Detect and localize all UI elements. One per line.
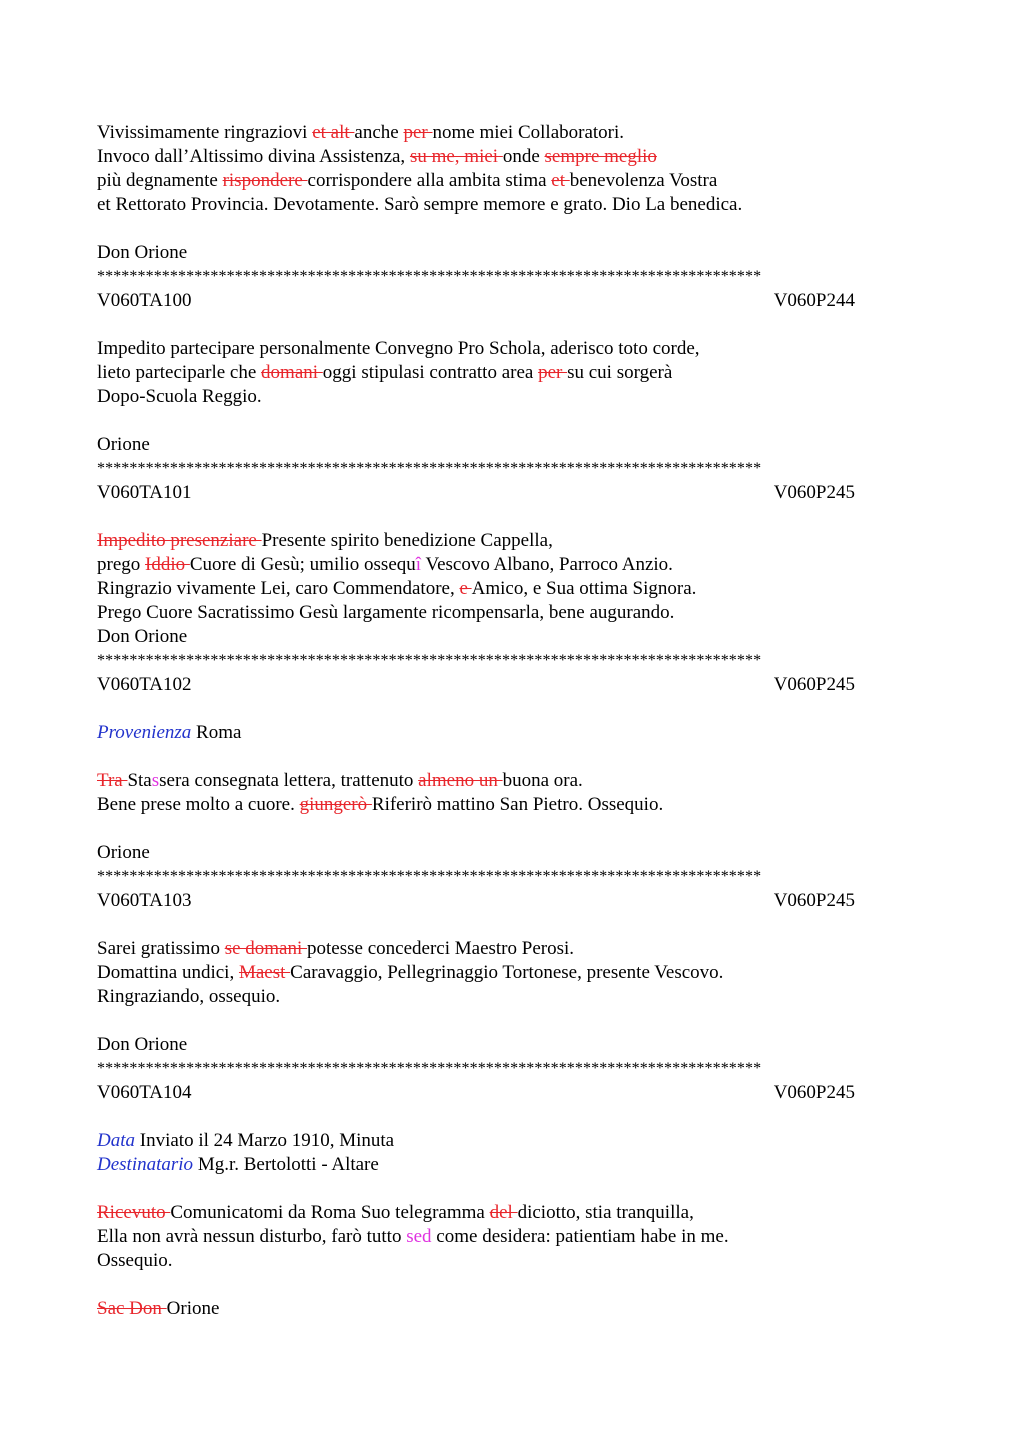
text-segment: Vivissimamente ringraziovi xyxy=(97,122,313,143)
page-code: V060P245 xyxy=(773,674,855,695)
entry-code: V060TA101 xyxy=(97,482,192,503)
text-segment: Bene prese molto a cuore. xyxy=(97,794,300,815)
text-line xyxy=(97,937,927,961)
entry-header xyxy=(97,289,855,313)
text-segment: Presente spirito benedizione Cappella, xyxy=(261,530,553,551)
deleted-text: per xyxy=(538,362,568,383)
text-segment: diciotto, stia tranquilla, xyxy=(517,1202,694,1223)
text-segment: onde xyxy=(502,146,545,167)
text-segment: Comunicatomi da Roma Suo telegramma xyxy=(170,1202,490,1223)
entry-header xyxy=(97,481,855,505)
meta-label: Data xyxy=(97,1130,135,1151)
deleted-text: Ricevuto xyxy=(97,1202,171,1223)
text-segment: più degnamente xyxy=(97,170,223,191)
text-line xyxy=(97,169,927,193)
entry-code: V060TA103 xyxy=(97,890,192,911)
text-segment: oggi stipulasi contratto area xyxy=(322,362,539,383)
deleted-text: per xyxy=(403,122,433,143)
text-segment: Invoco dall’Altissimo divina Assistenza, xyxy=(97,146,410,167)
text-segment: sera consegnata lettera, trattenuto xyxy=(159,770,419,791)
inserted-text: sed xyxy=(406,1226,432,1247)
text-segment: buona ora. xyxy=(502,770,583,791)
text-segment: Caravaggio, Pellegrinaggio Tortonese, presente Vescovo. xyxy=(290,962,724,983)
text-segment: corrispondere alla ambita stima xyxy=(307,170,552,191)
meta-value: Inviato il 24 Marzo 1910, Minuta xyxy=(139,1130,395,1151)
meta-label: Destinatario xyxy=(97,1154,194,1175)
text-segment: Ella non avrà nessun disturbo, farò tutto xyxy=(97,1226,407,1247)
text-segment: anche xyxy=(354,122,404,143)
text-segment: su cui sorgerà xyxy=(567,362,673,383)
signature: Don Orione xyxy=(97,626,188,647)
meta-line xyxy=(97,1153,927,1177)
meta-line xyxy=(97,1129,927,1153)
spacer xyxy=(97,409,927,433)
deleted-text: Maest xyxy=(238,962,291,983)
text-segment: et Rettorato Provincia. Devotamente. Sarò sempre memore e grato. Dio La benedica. xyxy=(97,194,743,215)
text-segment: Sarei gratissimo xyxy=(97,938,225,959)
entry-code: V060TA100 xyxy=(97,290,192,311)
text-line xyxy=(97,793,927,817)
text-segment: prego xyxy=(97,554,146,575)
page-code: V060P245 xyxy=(773,482,855,503)
text-line xyxy=(97,769,927,793)
signature: Orione xyxy=(97,434,150,455)
deleted-text: Tra xyxy=(97,770,128,791)
deleted-text: su me, miei xyxy=(409,146,503,167)
entry-code: V060TA104 xyxy=(97,1082,192,1103)
entry-code: V060TA102 xyxy=(97,674,192,695)
deleted-text: domani xyxy=(261,362,323,383)
text-line xyxy=(97,985,927,1009)
text-segment: Sta xyxy=(127,770,152,791)
deleted-text: giungerò xyxy=(299,794,372,815)
separator: ********************************************************************************** xyxy=(97,652,762,669)
deleted-text: Sac Don xyxy=(97,1298,167,1319)
spacer xyxy=(97,505,927,529)
spacer xyxy=(97,913,927,937)
separator: ********************************************************************************** xyxy=(97,868,762,885)
spacer xyxy=(97,1177,927,1201)
text-segment: Riferirò mattino San Pietro. Ossequio. xyxy=(371,794,664,815)
inserted-text: s xyxy=(151,770,160,791)
text-segment: Amico, e Sua ottima Signora. xyxy=(471,578,697,599)
spacer xyxy=(97,1273,927,1297)
meta-value: Mg.r. Bertolotti - Altare xyxy=(197,1154,379,1175)
spacer xyxy=(97,1105,927,1129)
text-segment: Impedito partecipare personalmente Convegno Pro Schola, aderisco toto corde, xyxy=(97,338,700,359)
deleted-text: et alt xyxy=(312,122,355,143)
deleted-text: Impedito presenziare xyxy=(97,530,262,551)
text-line xyxy=(97,121,927,145)
text-segment: Cuore di Gesù; umilio ossequ xyxy=(189,554,416,575)
text-line xyxy=(97,1297,927,1321)
text-line xyxy=(97,529,927,553)
meta-value: Roma xyxy=(196,722,242,743)
text-line xyxy=(97,553,927,577)
text-segment: Domattina undici, xyxy=(97,962,239,983)
page-code: V060P244 xyxy=(773,290,855,311)
text-segment: come desidera: patientiam habe in me. xyxy=(431,1226,729,1247)
text-line xyxy=(97,193,927,217)
entry-header xyxy=(97,1081,855,1105)
spacer xyxy=(97,313,927,337)
text-segment: Ringraziando, ossequio. xyxy=(97,986,281,1007)
separator: ********************************************************************************** xyxy=(97,268,762,285)
signature: Orione xyxy=(97,842,150,863)
text-line xyxy=(97,385,927,409)
meta-label: Provenienza xyxy=(97,722,192,743)
spacer xyxy=(97,817,927,841)
text-segment: lieto parteciparle che xyxy=(97,362,262,383)
spacer xyxy=(97,745,927,769)
signature: Don Orione xyxy=(97,1034,188,1055)
text-line xyxy=(97,1249,927,1273)
spacer xyxy=(97,1009,927,1033)
entry-header xyxy=(97,673,855,697)
text-line xyxy=(97,601,927,625)
page-code: V060P245 xyxy=(773,1082,855,1103)
text-segment: potesse concederci Maestro Perosi. xyxy=(307,938,574,959)
text-segment: benevolenza Vostra xyxy=(569,170,718,191)
spacer xyxy=(97,697,927,721)
deleted-text: almeno un xyxy=(418,770,503,791)
text-segment: Dopo-Scuola Reggio. xyxy=(97,386,262,407)
text-segment: Ringrazio vivamente Lei, caro Commendatore, xyxy=(97,578,460,599)
text-segment: Vescovo Albano, Parroco Anzio. xyxy=(421,554,673,575)
signature: Don Orione xyxy=(97,242,188,263)
text-segment: Orione xyxy=(166,1298,220,1319)
text-line xyxy=(97,337,927,361)
deleted-text: se domani xyxy=(224,938,308,959)
text-line xyxy=(97,1225,927,1249)
deleted-text: e xyxy=(459,578,472,599)
inserted-text: î xyxy=(415,554,422,575)
text-segment: Prego Cuore Sacratissimo Gesù largamente ricompensarla, bene augurando. xyxy=(97,602,675,623)
text-line xyxy=(97,577,927,601)
entry-header xyxy=(97,889,855,913)
text-line xyxy=(97,145,927,169)
separator: ********************************************************************************** xyxy=(97,460,762,477)
page-code: V060P245 xyxy=(773,890,855,911)
text-line xyxy=(97,1201,927,1225)
deleted-text: sempre meglio xyxy=(544,146,657,167)
deleted-text: et xyxy=(551,170,570,191)
spacer xyxy=(97,217,927,241)
deleted-text: Iddio xyxy=(145,554,190,575)
deleted-text: rispondere xyxy=(222,170,308,191)
text-segment: Ossequio. xyxy=(97,1250,173,1271)
text-line xyxy=(97,961,927,985)
document-page xyxy=(97,121,927,1321)
text-line xyxy=(97,361,927,385)
meta-line xyxy=(97,721,927,745)
text-segment: nome miei Collaboratori. xyxy=(432,122,625,143)
deleted-text: del xyxy=(489,1202,518,1223)
separator: ********************************************************************************** xyxy=(97,1060,762,1077)
